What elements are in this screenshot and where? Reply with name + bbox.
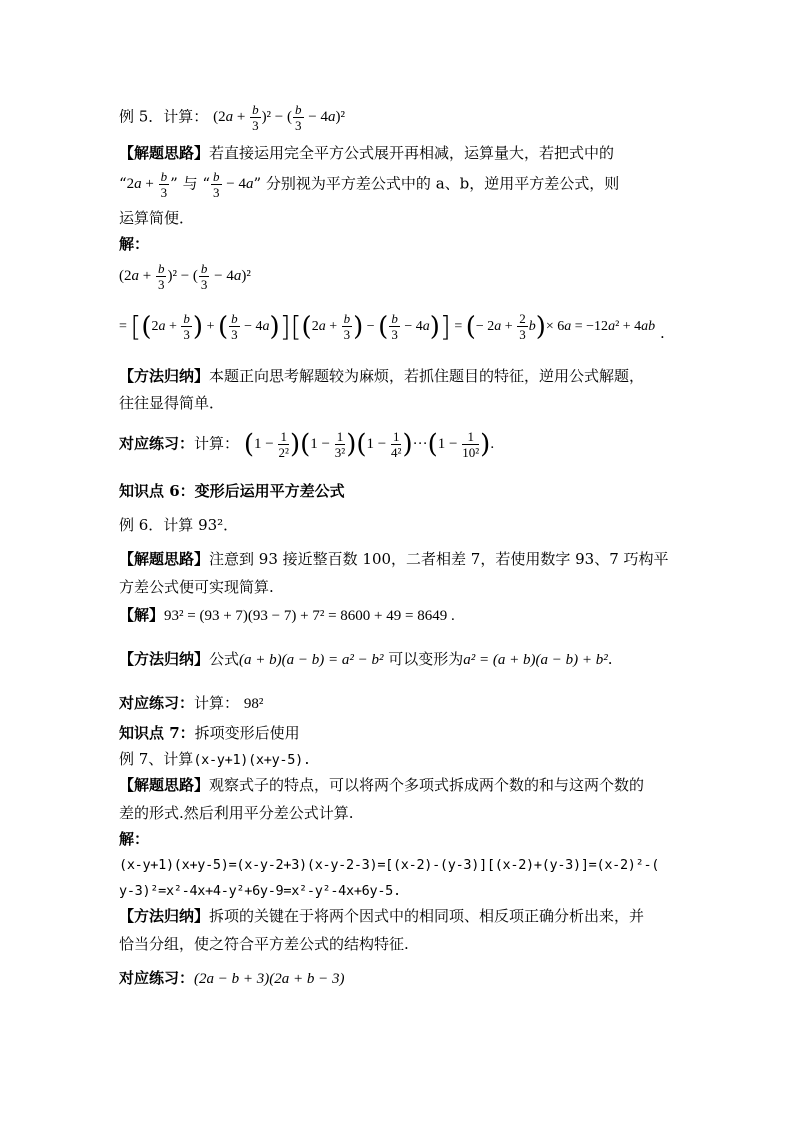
- example-5-solution-step1: (2a + $\frac{b}{3}$ )² − ( $\frac{b}{3}$ − 4a)²: [119, 261, 251, 292]
- example-7-method-line1: 【方法归纳】拆项的关键在于将两个因式中的相同项、相反项正确分析出来，并: [119, 907, 645, 925]
- example-5-title: 例 5．计算： (2a + $\frac{b}{3}$ )² − ( $\frac{b}{3}$ − 4a)²: [119, 102, 345, 133]
- example-6-thought-line2: 方差公式便可实现简算.: [119, 578, 274, 596]
- example-5-thought-line1: 【解题思路】若直接运用完全平方公式展开再相减，运算量大，若把式中的: [119, 144, 615, 162]
- example-5-solution-label: 解：: [119, 235, 150, 253]
- example-7-thought-line1: 【解题思路】观察式子的特点，可以将两个多项式拆成两个数的和与这两个数的: [119, 776, 645, 794]
- knowledge-point-6: 知识点 6：变形后运用平方差公式: [119, 482, 345, 500]
- example-6-thought-line1: 【解题思路】注意到 93 接近整百数 100，二者相差 7，若使用数字 93、7 巧构平: [119, 550, 669, 568]
- example-7-thought-line2: 差的形式.然后利用平分差公式计算.: [119, 804, 354, 822]
- practice-1: 对应练习：计算： (1 − $\frac{1}{\text{2²}}$ )(1 − $\frac{1}{\text{3²}}$ )(1 − $\frac{1}{\text{4²}}$ )···(1 − $\frac{1}{\text{10²}}$ ).: [119, 429, 495, 460]
- example-5-thought-line2: “2a + $\frac{b}{3}$ ” 与 “ $\frac{b}{3}$ − 4a” 分别视为平方差公式中的 a、b，逆用平方差公式，则: [119, 169, 620, 200]
- example-7-solution-label: 解：: [119, 830, 150, 848]
- example-6-title: 例 6．计算 93²．: [119, 516, 239, 534]
- example-5-method-line1: 【方法归纳】本题正向思考解题较为麻烦，若抓住题目的特征，逆用公式解题，: [119, 367, 645, 385]
- knowledge-point-7: 知识点 7：拆项变形后使用: [119, 724, 300, 742]
- practice-2: 对应练习：计算： 98²: [119, 694, 264, 712]
- example-5-solution-step2: = [(2a + $\frac{b}{3}$ ) + ( $\frac{b}{3}$ − 4a)][(2a + $\frac{b}{3}$ ) − ( $\frac{b}{3}$ − 4a)] = (− 2a + $\frac{2}{3}$ b)× 6a = −12a² + 4ab .: [119, 310, 665, 343]
- example-6-method: 【方法归纳】公式(a + b)(a − b) = a² − b² 可以变形为a² = (a + b)(a − b) + b².: [119, 650, 613, 668]
- example-5-method-line2: 往往显得简单．: [119, 394, 225, 412]
- example-7-solution-line1: (x-y+1)(x+y-5)=(x-y-2+3)(x-y-2-3)=[(x-2)-(y-3)][(x-2)+(y-3)]=(x-2)²-(: [119, 857, 660, 873]
- example-6-solution: 【解】93² = (93 + 7)(93 − 7) + 7² = 8600 + 49 = 8649 .: [119, 606, 455, 624]
- example-5-thought-line3: 运算简便．: [119, 209, 195, 227]
- practice-3: 对应练习：(2a − b + 3)(2a + b − 3): [119, 969, 345, 987]
- example-5-expression: (2a + $\frac{b}{3}$ )² − ( $\frac{b}{3}$ − 4a)²: [213, 102, 345, 133]
- example-7-title: 例 7、计算(x-y+1)(x+y-5).: [119, 750, 311, 768]
- example-7-method-line2: 恰当分组，使之符合平方差公式的结构特征.: [119, 935, 409, 953]
- example-7-solution-line2: y-3)²=x²-4x+4-y²+6y-9=x²-y²-4x+6y-5.: [119, 883, 401, 899]
